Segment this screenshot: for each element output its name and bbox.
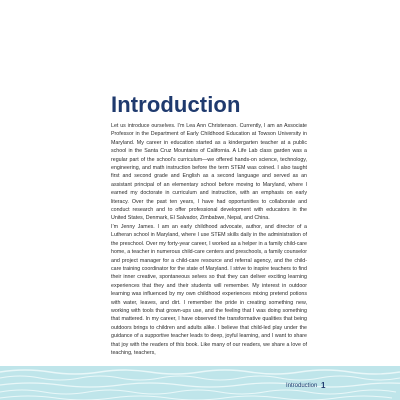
- page-number: 1: [321, 381, 326, 390]
- footer-section-label: Introduction: [286, 383, 318, 389]
- wave-footer-decoration: [0, 366, 400, 400]
- body-text: [111, 122, 307, 357]
- paragraph: Let us introduce ourselves. I’m Lea Ann Christenson. Currently, I am an Associate Professor in the Department of Early Childhood Education at Towson University in Maryland. My career in education started as a kindergarten teacher at a public school in the Santa Cruz Mountains of California. A Life Lab class garden was a regular part of the school’s curriculum—we offered hands-on science, technology, engineering, and math instruction before the term STEM was coined. I also taught first and second grade and English as a second language and served as an assistant principal of an elementary school before moving to Maryland, where I earned my doctorate in curriculum and instruction, with an emphasis on early literacy. Over the past ten years, I have had opportunities to collaborate and conduct research and to offer professional development with educators in the United States, Denmark, El Salvador, Zimbabwe, Nepal, and China.: [111, 123, 307, 222]
- paragraph: I’m Jenny James. I am an early childhood advocate, author, and director of a Lutheran school in Maryland, where I use STEM skills daily in the administration of the preschool. Over my forty-year career, I worked as a helper in a family child-care home, a teacher in numerous child-care centers and preschools, a family counselor and project manager for a child-care resource and referral agency, and the child-care training coordinator for the state of Maryland. I strive to inspire teachers to find their inner creative, spontaneous selves so that they can deliver exciting learning experiences that they and their students will remember. My interest in outdoor learning was influenced by my own childhood experiences mixing pretend potions with water, leaves, and dirt. I remember the pride in creating something new, working with tools that grown-ups use, and the feeling that I was doing something that mattered. In my career, I have observed the transformative qualities that being outdoors brings to children and adults alike. I believe that child-led play under the guidance of a supportive teacher leads to deep, joyful learning, and I want to share that joy with the readers of this book. Like many of our readers, we share a love of teaching, teachers,: [111, 223, 307, 356]
- page-title: Introduction: [111, 92, 241, 117]
